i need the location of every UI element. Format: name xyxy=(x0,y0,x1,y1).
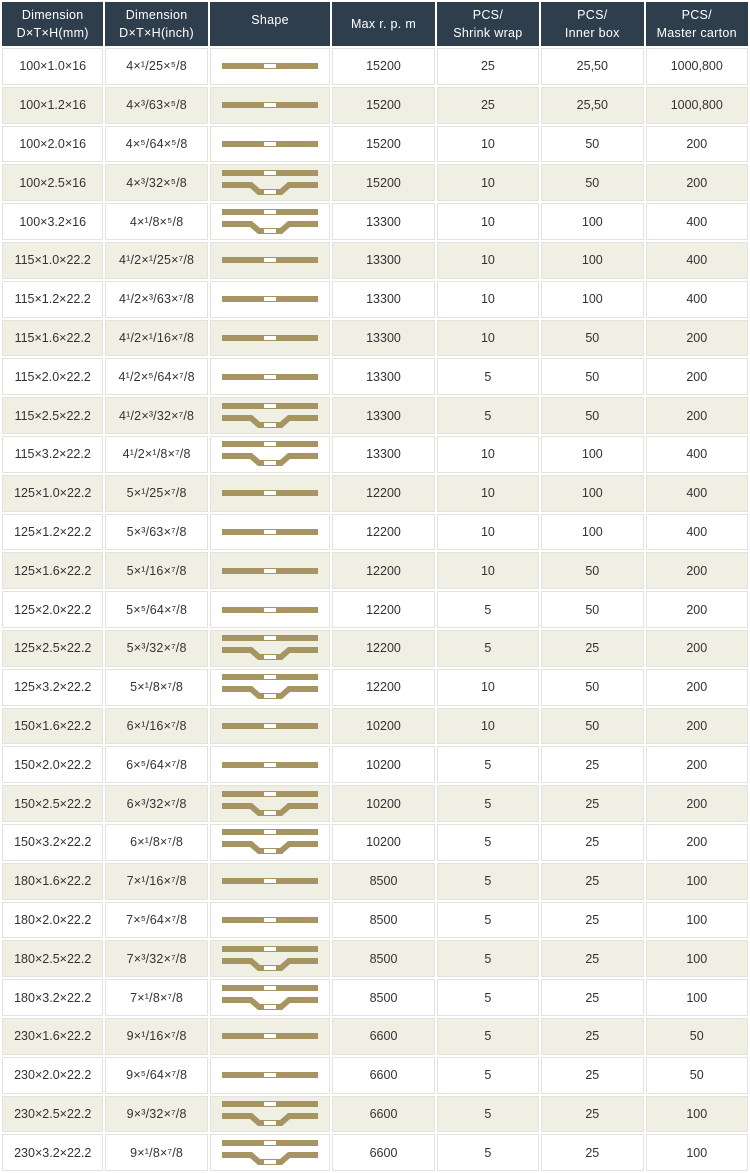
max-rpm-cell: 8500 xyxy=(332,979,434,1016)
dimension-inch-cell: 9×¹/8×⁷/8 xyxy=(105,1134,207,1171)
pcs-shrink-wrap-cell: 5 xyxy=(437,1134,539,1171)
flat-disc-profile-icon xyxy=(222,565,318,577)
flat-and-depressed-center-profile-icon xyxy=(222,168,318,198)
pcs-master-carton-cell: 200 xyxy=(646,320,748,357)
dimension-mm-cell: 125×2.0×22.2 xyxy=(2,591,103,628)
pcs-shrink-wrap-cell: 10 xyxy=(437,242,539,279)
flat-disc-profile-icon xyxy=(222,720,318,732)
pcs-shrink-wrap-cell: 5 xyxy=(437,940,539,977)
pcs-master-carton-cell: 200 xyxy=(646,630,748,667)
dimension-inch-cell: 6×¹/16×⁷/8 xyxy=(105,708,207,745)
dimension-mm-cell: 125×1.2×22.2 xyxy=(2,514,103,551)
flat-and-depressed-center-profile-icon xyxy=(222,1138,318,1168)
max-rpm-cell: 12200 xyxy=(332,591,434,628)
pcs-inner-box-cell: 25,50 xyxy=(541,48,643,85)
pcs-shrink-wrap-cell: 5 xyxy=(437,1057,539,1094)
flat-and-depressed-center-profile-icon xyxy=(222,983,318,1013)
dimension-inch-cell: 5×³/32×⁷/8 xyxy=(105,630,207,667)
pcs-shrink-wrap-cell: 10 xyxy=(437,708,539,745)
pcs-inner-box-cell: 25 xyxy=(541,1134,643,1171)
table-row xyxy=(2,126,748,163)
table-row xyxy=(2,475,748,512)
table-row xyxy=(2,164,748,201)
pcs-shrink-wrap-cell: 10 xyxy=(437,320,539,357)
flat-disc-profile-icon xyxy=(222,875,318,887)
header-pcs-inner-box xyxy=(541,2,643,46)
dimension-inch-cell: 4×³/63×⁵/8 xyxy=(105,87,207,124)
dimension-inch-cell: 4¹/2×³/63×⁷/8 xyxy=(105,281,207,318)
shape-cell xyxy=(210,940,330,977)
dimension-inch-cell: 6×³/32×⁷/8 xyxy=(105,785,207,822)
pcs-inner-box-cell: 25 xyxy=(541,902,643,939)
max-rpm-cell: 13300 xyxy=(332,242,434,279)
pcs-master-carton-cell: 400 xyxy=(646,281,748,318)
table-row xyxy=(2,552,748,589)
pcs-master-carton-cell: 100 xyxy=(646,902,748,939)
table-row xyxy=(2,1096,748,1133)
max-rpm-cell: 13300 xyxy=(332,281,434,318)
pcs-shrink-wrap-cell: 10 xyxy=(437,281,539,318)
dimension-mm-cell: 230×3.2×22.2 xyxy=(2,1134,103,1171)
dimension-inch-cell: 7×¹/16×⁷/8 xyxy=(105,863,207,900)
dimension-inch-cell: 4×¹/8×⁵/8 xyxy=(105,203,207,240)
flat-disc-profile-icon xyxy=(222,487,318,499)
shape-cell xyxy=(210,358,330,395)
shape-cell xyxy=(210,281,330,318)
table-row xyxy=(2,708,748,745)
pcs-shrink-wrap-cell: 5 xyxy=(437,746,539,783)
max-rpm-cell: 12200 xyxy=(332,630,434,667)
pcs-shrink-wrap-cell: 5 xyxy=(437,397,539,434)
header-dimension-mm xyxy=(2,2,103,46)
header-dimension-inch xyxy=(105,2,207,46)
shape-cell xyxy=(210,1018,330,1055)
dimension-inch-cell: 5×³/63×⁷/8 xyxy=(105,514,207,551)
header-max-rpm xyxy=(332,2,434,46)
pcs-master-carton-cell: 200 xyxy=(646,746,748,783)
pcs-inner-box-cell: 25 xyxy=(541,785,643,822)
pcs-inner-box-cell: 50 xyxy=(541,669,643,706)
pcs-inner-box-cell: 50 xyxy=(541,397,643,434)
shape-cell xyxy=(210,242,330,279)
dimension-inch-cell: 4¹/2×⁵/64×⁷/8 xyxy=(105,358,207,395)
flat-and-depressed-center-profile-icon xyxy=(222,401,318,431)
header-line-2: Inner box xyxy=(564,26,620,40)
table-row xyxy=(2,1134,748,1171)
pcs-master-carton-cell: 100 xyxy=(646,940,748,977)
shape-cell xyxy=(210,591,330,628)
pcs-shrink-wrap-cell: 10 xyxy=(437,669,539,706)
shape-cell xyxy=(210,746,330,783)
dimension-mm-cell: 180×2.5×22.2 xyxy=(2,940,103,977)
dimension-mm-cell: 115×1.0×22.2 xyxy=(2,242,103,279)
pcs-shrink-wrap-cell: 5 xyxy=(437,902,539,939)
dimension-mm-cell: 100×3.2×16 xyxy=(2,203,103,240)
max-rpm-cell: 15200 xyxy=(332,126,434,163)
pcs-inner-box-cell: 25 xyxy=(541,824,643,861)
header-pcs-shrink-wrap xyxy=(437,2,539,46)
table-row xyxy=(2,824,748,861)
flat-and-depressed-center-profile-icon xyxy=(222,207,318,237)
table-row xyxy=(2,669,748,706)
dimension-mm-cell: 100×1.0×16 xyxy=(2,48,103,85)
table-row xyxy=(2,940,748,977)
shape-cell xyxy=(210,436,330,473)
table-row xyxy=(2,48,748,85)
flat-and-depressed-center-profile-icon xyxy=(222,1099,318,1129)
pcs-inner-box-cell: 25 xyxy=(541,1096,643,1133)
table-row xyxy=(2,514,748,551)
pcs-shrink-wrap-cell: 10 xyxy=(437,475,539,512)
table-row xyxy=(2,1057,748,1094)
dimension-inch-cell: 4×¹/25×⁵/8 xyxy=(105,48,207,85)
shape-cell xyxy=(210,164,330,201)
shape-cell xyxy=(210,669,330,706)
flat-disc-profile-icon xyxy=(222,526,318,538)
max-rpm-cell: 13300 xyxy=(332,203,434,240)
max-rpm-cell: 13300 xyxy=(332,320,434,357)
pcs-shrink-wrap-cell: 10 xyxy=(437,126,539,163)
dimension-inch-cell: 4¹/2×¹/25×⁷/8 xyxy=(105,242,207,279)
max-rpm-cell: 6600 xyxy=(332,1134,434,1171)
dimension-inch-cell: 5×¹/25×⁷/8 xyxy=(105,475,207,512)
pcs-inner-box-cell: 50 xyxy=(541,552,643,589)
pcs-master-carton-cell: 100 xyxy=(646,863,748,900)
dimension-mm-cell: 150×2.0×22.2 xyxy=(2,746,103,783)
pcs-master-carton-cell: 200 xyxy=(646,164,748,201)
shape-cell xyxy=(210,1134,330,1171)
shape-cell xyxy=(210,979,330,1016)
dimension-inch-cell: 4×⁵/64×⁵/8 xyxy=(105,126,207,163)
header-pcs-master-carton xyxy=(646,2,748,46)
table-row xyxy=(2,242,748,279)
dimension-mm-cell: 100×2.5×16 xyxy=(2,164,103,201)
pcs-master-carton-cell: 400 xyxy=(646,242,748,279)
dimension-inch-cell: 9×⁵/64×⁷/8 xyxy=(105,1057,207,1094)
flat-disc-profile-icon xyxy=(222,254,318,266)
dimension-inch-cell: 5×¹/16×⁷/8 xyxy=(105,552,207,589)
table-row xyxy=(2,902,748,939)
table-row xyxy=(2,863,748,900)
pcs-shrink-wrap-cell: 5 xyxy=(437,979,539,1016)
table-row xyxy=(2,87,748,124)
flat-disc-profile-icon xyxy=(222,604,318,616)
pcs-master-carton-cell: 200 xyxy=(646,397,748,434)
max-rpm-cell: 12200 xyxy=(332,669,434,706)
pcs-shrink-wrap-cell: 10 xyxy=(437,436,539,473)
flat-disc-profile-icon xyxy=(222,914,318,926)
shape-cell xyxy=(210,630,330,667)
shape-cell xyxy=(210,785,330,822)
max-rpm-cell: 8500 xyxy=(332,863,434,900)
flat-disc-profile-icon xyxy=(222,332,318,344)
dimension-mm-cell: 230×2.0×22.2 xyxy=(2,1057,103,1094)
pcs-shrink-wrap-cell: 5 xyxy=(437,1018,539,1055)
header-line-2: Master carton xyxy=(656,26,737,40)
header-line-2: D×T×H(inch) xyxy=(119,26,195,40)
table-row xyxy=(2,979,748,1016)
shape-cell xyxy=(210,708,330,745)
header-line-1: PCS/ xyxy=(577,8,608,22)
flat-disc-profile-icon xyxy=(222,1030,318,1042)
pcs-master-carton-cell: 50 xyxy=(646,1057,748,1094)
dimension-mm-cell: 180×2.0×22.2 xyxy=(2,902,103,939)
pcs-inner-box-cell: 25 xyxy=(541,979,643,1016)
pcs-inner-box-cell: 25,50 xyxy=(541,87,643,124)
pcs-master-carton-cell: 50 xyxy=(646,1018,748,1055)
pcs-master-carton-cell: 400 xyxy=(646,436,748,473)
flat-disc-profile-icon xyxy=(222,371,318,383)
pcs-inner-box-cell: 100 xyxy=(541,203,643,240)
table-row xyxy=(2,397,748,434)
shape-cell xyxy=(210,126,330,163)
dimension-mm-cell: 100×1.2×16 xyxy=(2,87,103,124)
pcs-master-carton-cell: 400 xyxy=(646,203,748,240)
flat-disc-profile-icon xyxy=(222,1069,318,1081)
pcs-inner-box-cell: 50 xyxy=(541,320,643,357)
pcs-shrink-wrap-cell: 10 xyxy=(437,514,539,551)
shape-cell xyxy=(210,87,330,124)
pcs-master-carton-cell: 1000,800 xyxy=(646,48,748,85)
dimension-mm-cell: 115×1.2×22.2 xyxy=(2,281,103,318)
flat-and-depressed-center-profile-icon xyxy=(222,944,318,974)
dimension-inch-cell: 7×¹/8×⁷/8 xyxy=(105,979,207,1016)
shape-cell xyxy=(210,863,330,900)
dimension-inch-cell: 6×¹/8×⁷/8 xyxy=(105,824,207,861)
pcs-inner-box-cell: 100 xyxy=(541,475,643,512)
header-line-1: Dimension xyxy=(125,8,188,22)
header-line-2: Shrink wrap xyxy=(453,26,523,40)
pcs-shrink-wrap-cell: 10 xyxy=(437,164,539,201)
shape-cell xyxy=(210,203,330,240)
header-line-1: PCS/ xyxy=(681,8,712,22)
dimension-mm-cell: 125×2.5×22.2 xyxy=(2,630,103,667)
pcs-master-carton-cell: 400 xyxy=(646,475,748,512)
dimension-mm-cell: 125×3.2×22.2 xyxy=(2,669,103,706)
pcs-master-carton-cell: 200 xyxy=(646,708,748,745)
table-row xyxy=(2,591,748,628)
max-rpm-cell: 10200 xyxy=(332,746,434,783)
max-rpm-cell: 8500 xyxy=(332,940,434,977)
max-rpm-cell: 13300 xyxy=(332,358,434,395)
shape-cell xyxy=(210,902,330,939)
dimension-mm-cell: 115×2.5×22.2 xyxy=(2,397,103,434)
shape-cell xyxy=(210,1096,330,1133)
dimension-inch-cell: 5×⁵/64×⁷/8 xyxy=(105,591,207,628)
dimension-inch-cell: 4¹/2×³/32×⁷/8 xyxy=(105,397,207,434)
table-row xyxy=(2,203,748,240)
pcs-master-carton-cell: 1000,800 xyxy=(646,87,748,124)
dimension-inch-cell: 9×¹/16×⁷/8 xyxy=(105,1018,207,1055)
header-line-1: Shape xyxy=(251,13,289,27)
header-row xyxy=(2,2,748,46)
pcs-shrink-wrap-cell: 5 xyxy=(437,358,539,395)
pcs-shrink-wrap-cell: 5 xyxy=(437,591,539,628)
dimension-inch-cell: 7×⁵/64×⁷/8 xyxy=(105,902,207,939)
flat-disc-profile-icon xyxy=(222,293,318,305)
table-row xyxy=(2,320,748,357)
pcs-master-carton-cell: 100 xyxy=(646,979,748,1016)
flat-and-depressed-center-profile-icon xyxy=(222,672,318,702)
pcs-shrink-wrap-cell: 25 xyxy=(437,87,539,124)
dimension-mm-cell: 115×3.2×22.2 xyxy=(2,436,103,473)
dimension-mm-cell: 230×2.5×22.2 xyxy=(2,1096,103,1133)
dimension-mm-cell: 125×1.6×22.2 xyxy=(2,552,103,589)
dimension-mm-cell: 100×2.0×16 xyxy=(2,126,103,163)
pcs-master-carton-cell: 400 xyxy=(646,514,748,551)
pcs-inner-box-cell: 100 xyxy=(541,242,643,279)
dimension-inch-cell: 7×³/32×⁷/8 xyxy=(105,940,207,977)
pcs-inner-box-cell: 50 xyxy=(541,164,643,201)
max-rpm-cell: 10200 xyxy=(332,708,434,745)
max-rpm-cell: 15200 xyxy=(332,164,434,201)
pcs-shrink-wrap-cell: 5 xyxy=(437,824,539,861)
pcs-inner-box-cell: 50 xyxy=(541,708,643,745)
pcs-inner-box-cell: 25 xyxy=(541,630,643,667)
pcs-inner-box-cell: 25 xyxy=(541,940,643,977)
max-rpm-cell: 10200 xyxy=(332,785,434,822)
pcs-master-carton-cell: 200 xyxy=(646,552,748,589)
pcs-shrink-wrap-cell: 10 xyxy=(437,552,539,589)
dimension-inch-cell: 4¹/2×¹/16×⁷/8 xyxy=(105,320,207,357)
max-rpm-cell: 13300 xyxy=(332,436,434,473)
flat-and-depressed-center-profile-icon xyxy=(222,439,318,469)
max-rpm-cell: 13300 xyxy=(332,397,434,434)
flat-and-depressed-center-profile-icon xyxy=(222,633,318,663)
pcs-inner-box-cell: 100 xyxy=(541,436,643,473)
max-rpm-cell: 12200 xyxy=(332,514,434,551)
flat-and-depressed-center-profile-icon xyxy=(222,827,318,857)
shape-cell xyxy=(210,397,330,434)
pcs-shrink-wrap-cell: 5 xyxy=(437,630,539,667)
table-row xyxy=(2,1018,748,1055)
pcs-inner-box-cell: 100 xyxy=(541,514,643,551)
header-line-1: Max r. p. m xyxy=(350,17,417,31)
pcs-inner-box-cell: 25 xyxy=(541,746,643,783)
pcs-inner-box-cell: 50 xyxy=(541,126,643,163)
pcs-inner-box-cell: 25 xyxy=(541,1018,643,1055)
header-shape xyxy=(210,2,330,46)
pcs-shrink-wrap-cell: 5 xyxy=(437,1096,539,1133)
pcs-master-carton-cell: 200 xyxy=(646,669,748,706)
pcs-master-carton-cell: 200 xyxy=(646,126,748,163)
dimension-mm-cell: 150×1.6×22.2 xyxy=(2,708,103,745)
pcs-master-carton-cell: 200 xyxy=(646,358,748,395)
dimension-inch-cell: 5×¹/8×⁷/8 xyxy=(105,669,207,706)
dimension-mm-cell: 180×1.6×22.2 xyxy=(2,863,103,900)
max-rpm-cell: 15200 xyxy=(332,87,434,124)
max-rpm-cell: 12200 xyxy=(332,475,434,512)
dimension-mm-cell: 150×3.2×22.2 xyxy=(2,824,103,861)
pcs-master-carton-cell: 100 xyxy=(646,1134,748,1171)
dimension-mm-cell: 115×2.0×22.2 xyxy=(2,358,103,395)
max-rpm-cell: 10200 xyxy=(332,824,434,861)
flat-disc-profile-icon xyxy=(222,99,318,111)
dimension-inch-cell: 6×⁵/64×⁷/8 xyxy=(105,746,207,783)
pcs-inner-box-cell: 50 xyxy=(541,358,643,395)
dimension-mm-cell: 125×1.0×22.2 xyxy=(2,475,103,512)
dimension-mm-cell: 230×1.6×22.2 xyxy=(2,1018,103,1055)
max-rpm-cell: 15200 xyxy=(332,48,434,85)
shape-cell xyxy=(210,552,330,589)
pcs-shrink-wrap-cell: 25 xyxy=(437,48,539,85)
shape-cell xyxy=(210,320,330,357)
pcs-inner-box-cell: 100 xyxy=(541,281,643,318)
dimension-mm-cell: 150×2.5×22.2 xyxy=(2,785,103,822)
dimension-mm-cell: 180×3.2×22.2 xyxy=(2,979,103,1016)
shape-cell xyxy=(210,514,330,551)
max-rpm-cell: 6600 xyxy=(332,1018,434,1055)
pcs-inner-box-cell: 25 xyxy=(541,863,643,900)
shape-cell xyxy=(210,475,330,512)
header-line-1: PCS/ xyxy=(472,8,504,22)
pcs-master-carton-cell: 200 xyxy=(646,785,748,822)
table-row xyxy=(2,436,748,473)
pcs-shrink-wrap-cell: 5 xyxy=(437,785,539,822)
dimension-inch-cell: 4¹/2×¹/8×⁷/8 xyxy=(105,436,207,473)
shape-cell xyxy=(210,824,330,861)
pcs-shrink-wrap-cell: 5 xyxy=(437,863,539,900)
dimension-inch-cell: 9×³/32×⁷/8 xyxy=(105,1096,207,1133)
table-row xyxy=(2,746,748,783)
dimension-mm-cell: 115×1.6×22.2 xyxy=(2,320,103,357)
header-line-2: D×T×H(mm) xyxy=(16,26,89,40)
shape-cell xyxy=(210,1057,330,1094)
flat-disc-profile-icon xyxy=(222,138,318,150)
shape-cell xyxy=(210,48,330,85)
flat-disc-profile-icon xyxy=(222,759,318,771)
pcs-master-carton-cell: 200 xyxy=(646,824,748,861)
table-row xyxy=(2,785,748,822)
header-line-1: Dimension xyxy=(21,8,84,22)
dimension-inch-cell: 4×³/32×⁵/8 xyxy=(105,164,207,201)
max-rpm-cell: 6600 xyxy=(332,1096,434,1133)
table-row xyxy=(2,358,748,395)
pcs-master-carton-cell: 200 xyxy=(646,591,748,628)
max-rpm-cell: 8500 xyxy=(332,902,434,939)
max-rpm-cell: 12200 xyxy=(332,552,434,589)
table-row xyxy=(2,281,748,318)
flat-disc-profile-icon xyxy=(222,60,318,72)
max-rpm-cell: 6600 xyxy=(332,1057,434,1094)
table-row xyxy=(2,630,748,667)
pcs-inner-box-cell: 50 xyxy=(541,591,643,628)
pcs-master-carton-cell: 100 xyxy=(646,1096,748,1133)
pcs-shrink-wrap-cell: 10 xyxy=(437,203,539,240)
pcs-inner-box-cell: 25 xyxy=(541,1057,643,1094)
flat-and-depressed-center-profile-icon xyxy=(222,789,318,819)
